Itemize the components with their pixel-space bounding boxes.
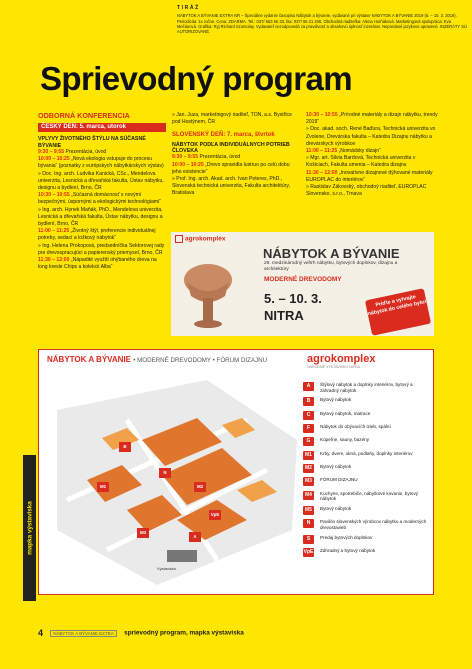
page-title: Sprievodný program: [40, 60, 352, 97]
program-text: „Inovatívne dizajnové dýhované materiály EUROPLAC do interiérov“: [306, 169, 433, 183]
program-item: [38, 171, 166, 193]
program-intro-lines: [172, 112, 300, 126]
legend-item: [303, 451, 431, 460]
legend-key: M2: [303, 464, 314, 473]
map-logo-subtext: NÁRODNÉ VÝSTAVISKO NITRA: [307, 365, 360, 369]
program-item: [306, 112, 438, 126]
program-time: 10:00 – 10:25: [38, 156, 70, 163]
map-subtitle: • MODERNÉ DREVODOMY • FÓRUM DIZAJNU: [133, 357, 268, 364]
legend-key: N: [303, 519, 314, 528]
legend-key: B: [303, 397, 314, 406]
program-item: [38, 207, 166, 229]
legend-item: [303, 411, 431, 420]
program-column-1: [38, 112, 166, 271]
block-title: NÁBYTOK PODĽA INDIVIDUÁLNYCH POTRIEB ČLOVEKA: [172, 141, 290, 155]
program-lines: [38, 149, 166, 271]
legend-item: [303, 382, 431, 393]
legend-text: Kúpeľne, sauny, bazény: [320, 437, 370, 443]
program-item: [38, 156, 166, 170]
legend-key: S: [303, 535, 314, 544]
legend-key: F: [303, 424, 314, 433]
program-text: » Doc. Ing. arch. Ludvika Kanická, CSc., Mendelova univerzita, Lesnická a dřevařská fakulta, Ústav nábytku, designu a bydlení, Brno, ČR: [38, 170, 164, 192]
brand-mark-icon: [175, 235, 183, 243]
legend-item: [303, 477, 431, 486]
legend-key: A: [303, 382, 314, 391]
page-footer: [38, 628, 244, 638]
legend-key: M1: [303, 451, 314, 460]
ad-subheadline: 29. medzinárodný veľtrh nábytku, bytových doplnkov, dizajnu a architektúry: [264, 261, 398, 272]
legend-text: Krby, dvere, okná, podlahy, doplnky interiérov: [320, 450, 413, 456]
program-item: [306, 155, 438, 169]
program-time: 11:00 – 11:25: [306, 148, 338, 155]
program-text: » Rastislav Zákovský, obchodný riaditeľ, EUROPLAC Slovensko, s.r.o., Trnava: [306, 184, 427, 198]
ad-city: NITRA: [264, 308, 304, 323]
program-text: „Nová ekologia vstupuje do procesu bývania“ (poznatky z európskych nábytkárskych výstav): [38, 156, 164, 170]
masthead-text: NÁBYTOK A BÝVANIE EXTRA NR – Špeciálne vydanie časopisu Nábytok a bývanie, vydávané pri výstave NÁBYTOK A BÝVANIE 2019 (5. – 10. 3. 2019). Periodicita: 1x ročne. Cena: ZDARMA. Tel.: 037/ 653 65 33, fax: 037/ 65 31 406. Obchodná riaditeľka: Alena Horňáková. Marketingová spolupráca: Eva Mečiarová. Grafika: Ryj Richard Szomolay. Vydavateľ nezodpovedá za pravdivosť a obsahovú úplnosť inzerátov. Nepredané jazykovo upravené. INZERÁTY SÚ AUTORIZOVANÉ.: [177, 13, 467, 35]
program-text: » Doc. akad. soch. René Baďura, Technická univerzita vo Zvolene, Drevárska fakulta – Katedra Dizajnu nábytku a drevárskych výrobkov: [306, 126, 436, 147]
program-item: [306, 126, 438, 148]
section-heading: ODBORNÁ KONFERENCIA: [38, 111, 130, 120]
program-text: » Prof. Ing. arch. Akad. arch. Ivan Peteres, PhD., Slovenská technická univerzita, Fakulta architektúry, Bratislava: [172, 176, 290, 197]
program-text: » Ing. arch. Hynek Maňák, PhD., Mendelova univerzita, Lesnická a dřevařská fakulta, Ústav nábytku, designu a bydlení, Brno, ČR: [38, 206, 163, 228]
program-lines: [172, 154, 300, 197]
legend-text: Nábytok do obývacích izieb, spální: [320, 424, 391, 430]
program-text: „Nápadité využití ohýbaného dreva na long kresle Chips a kolekcii Alba“: [38, 257, 157, 271]
ad-theme: MODERNÉ DREVODOMY: [264, 276, 342, 283]
map-logo: [307, 353, 429, 375]
map-marker: N: [159, 468, 171, 478]
program-text: „Prírodné materiály a dizajn nábytku, trendy 2019“: [306, 112, 438, 126]
program-item: [306, 170, 438, 184]
program-time: 10:00 – 10:25: [172, 161, 204, 168]
program-text: » Ing. Helena Prokopová, predsedníčka Sektorovej rady pre drevospracujúci a papierenský priemysel, Brno, ČR: [38, 242, 165, 256]
program-text: „Životný štýl, preferencie individuálnej potreby, sedací a ložkový nábytok“: [38, 228, 156, 242]
map-marker: VpE: [209, 510, 221, 520]
map-logo-text: agrokomplex: [307, 353, 376, 365]
masthead-box: [177, 6, 467, 34]
program-text: „Nomádsky dizajn“: [338, 148, 381, 155]
legend-key: G: [303, 437, 314, 446]
program-item: [172, 176, 300, 198]
program-time: 10:30 – 10:55: [38, 192, 70, 199]
legend-item: [303, 548, 431, 557]
program-text: Prezentácia, úvod: [199, 154, 241, 161]
program-time: 11:30 – 12:00: [38, 257, 70, 264]
program-item: [38, 257, 166, 271]
magazine-name: NÁBYTOK A BÝVANIE EXTRA: [50, 630, 116, 637]
program-item: [172, 162, 300, 176]
agrokomplex-logo: [175, 235, 233, 247]
ad-logo-text: agrokomplex: [185, 235, 226, 243]
legend-text: Pavilón slovenských výrobcov nábytku a moderných drevostavieb: [320, 519, 427, 530]
program-time: 9:30 – 9:55: [172, 154, 199, 161]
masthead-heading: TIRÁŽ: [177, 5, 200, 11]
legend-text: Bytový nábytok: [320, 506, 352, 512]
program-text: Prezentácia, úvod: [65, 149, 107, 156]
program-time: 11:30 – 12:00: [306, 169, 338, 176]
legend-item: [303, 506, 431, 515]
program-item: [306, 184, 438, 198]
ad-dates: 5. – 10. 3.: [264, 291, 322, 306]
speaker-line: » Jan. Juza, marketingový riaditeľ, TON, a.s. Bystřice pod Hostýnem, ČR: [172, 112, 292, 126]
block-title: VPLYVY ŽIVOTNÉHO ŠTÝLU NA SÚČASNÉ BÝVANIE: [38, 136, 146, 149]
program-item: [38, 243, 166, 257]
map-legend: [303, 382, 431, 561]
program-time: 9:30 – 9:55: [38, 149, 65, 156]
legend-text: Bytový nábytok: [320, 463, 352, 469]
legend-item: [303, 491, 431, 502]
program-text: „Súčasná domácnosť s novými bezpečnými, úspornými a ekologickými technológiami“: [38, 192, 161, 206]
side-tab: [23, 455, 36, 601]
legend-key: M5: [303, 506, 314, 515]
program-item: [38, 192, 166, 206]
legend-text: Kuchyne, spotrebiče, nábytkové kovanie, bytový nábytok: [320, 490, 419, 502]
side-tab-label: mapka výstaviska: [26, 501, 33, 555]
legend-key: M3: [303, 477, 314, 486]
program-column-3: [306, 112, 438, 198]
chair-icon: [181, 260, 235, 330]
ad-headline: NÁBYTOK A BÝVANIE: [263, 246, 400, 261]
legend-text: Záhradný a bytový nábytok: [320, 548, 376, 554]
legend-text: Bytový nábytok, matrace: [320, 410, 371, 416]
program-text: » Mgr. art. Silvia Bardová, Technická univerzita v Košiciach, Fakulta umenia – Katedra dizajnu: [306, 155, 416, 169]
ad-sticker: Príďte a vyhrajte nábytok do celého bytu!: [365, 288, 431, 336]
map-marker: M3: [137, 528, 149, 538]
legend-key: VpE: [303, 549, 314, 556]
legend-text: Bytový nábytok: [320, 397, 352, 403]
gate-label: Výstavisko: [157, 566, 177, 571]
map-heading: [47, 355, 267, 364]
site-plan: [47, 380, 297, 590]
legend-text: FÓRUM DIZAJNU: [320, 477, 358, 483]
footer-section: sprievodný program, mapka výstaviska: [124, 629, 244, 637]
fair-advertisement: [171, 232, 434, 336]
legend-item: [303, 397, 431, 406]
legend-item: [303, 437, 431, 446]
legend-item: [303, 519, 431, 530]
day-bar-czech: ČESKÝ DEŇ: 5. marca, utorok: [38, 123, 166, 132]
program-item: [38, 228, 166, 242]
map-marker: B: [119, 442, 131, 452]
map-marker: A: [189, 532, 201, 542]
program-item: [306, 148, 438, 155]
program-text: „Drevo spravidla lustruo po celú dobu jeho existencie“: [172, 161, 290, 175]
legend-key: M4: [303, 491, 314, 500]
map-marker: M1: [97, 482, 109, 492]
legend-item: [303, 464, 431, 473]
map-marker: M2: [194, 482, 206, 492]
program-column-2: [172, 112, 300, 198]
legend-item: [303, 535, 431, 544]
program-time: 11:00 – 11:25: [38, 228, 70, 235]
program-lines: [306, 112, 438, 198]
page-number: 4: [38, 628, 44, 638]
day-heading-slovak: SLOVENSKÝ DEŇ: 7. marca, štvrtok: [172, 132, 275, 139]
program-time: 10:30 – 10:55: [306, 112, 338, 118]
map-title: NÁBYTOK A BÝVANIE: [47, 355, 132, 364]
legend-item: [303, 424, 431, 433]
legend-key: C: [303, 411, 314, 420]
program-item: [38, 149, 166, 156]
exhibition-map: [38, 349, 434, 595]
legend-text: Štýlový nábytok a doplnky interiérov, bytový a záhradný nábytok: [320, 382, 413, 393]
program-item: [172, 154, 300, 161]
legend-text: Predaj bytových doplnkov: [320, 534, 373, 540]
